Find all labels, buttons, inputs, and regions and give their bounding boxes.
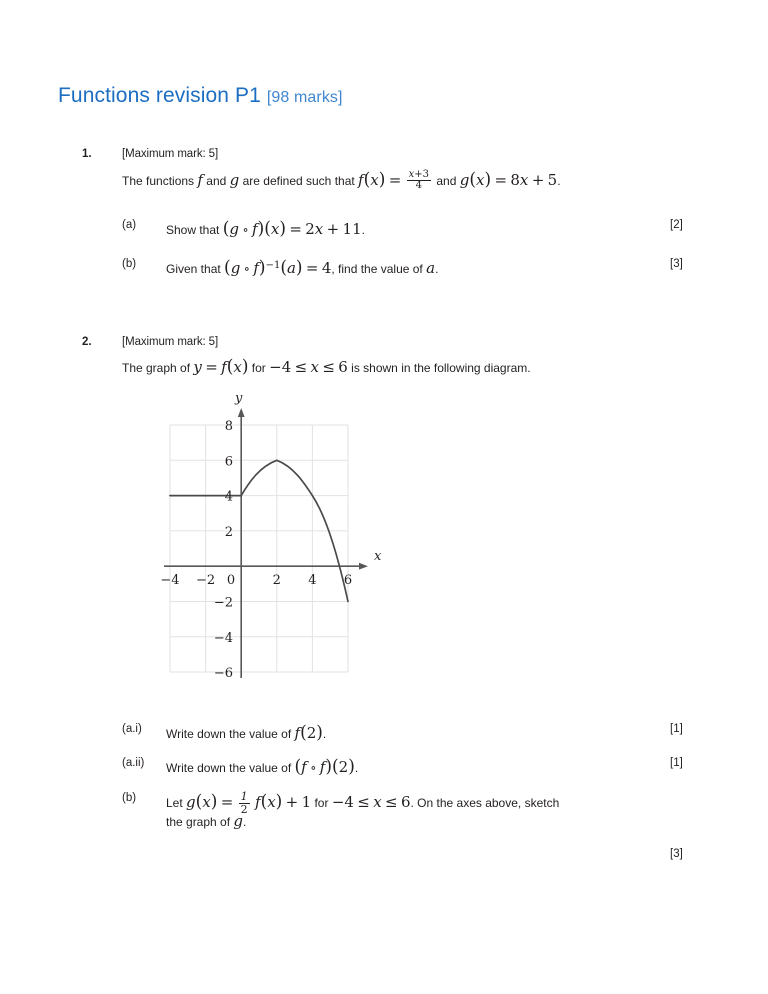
question-1-number: 1.	[82, 148, 92, 160]
math-period: .	[354, 761, 359, 775]
y-tick-neg6: −6	[213, 666, 233, 681]
math-x-2: x	[310, 358, 320, 376]
math-leq-2: ≤	[322, 358, 335, 376]
math-f: f	[301, 758, 307, 776]
question-2-part-ai-marks: [1]	[670, 723, 683, 735]
math-paren-open-fof: (	[294, 756, 302, 778]
math-6: 6	[338, 358, 348, 376]
question-1-part-b-text	[166, 258, 438, 278]
math-f-of-x: f	[358, 171, 364, 189]
math-paren-close: )	[210, 791, 218, 813]
axes	[164, 408, 368, 678]
math-paren-open: (	[300, 722, 307, 744]
question-2-part-aii-text	[166, 757, 358, 777]
question-2-part-ai-label: (a.i)	[122, 723, 142, 735]
math-x: x	[370, 171, 379, 189]
part-b-tail-2: the graph of	[166, 815, 231, 829]
question-1-part-a-label: (a)	[122, 219, 137, 231]
question-1-part-a-text	[166, 219, 365, 239]
x-tick-neg2: −2	[196, 573, 216, 588]
math-paren-open-a: (	[280, 257, 287, 279]
math-4: 4	[321, 259, 332, 277]
math-minus-4: −4	[269, 358, 292, 376]
math-x-2: x	[267, 793, 276, 812]
stem-for: for	[251, 361, 266, 375]
math-leq-1: ≤	[294, 358, 308, 376]
math-f: f	[197, 171, 203, 189]
part-b-lead: Let	[166, 796, 183, 811]
math-equals: =	[305, 259, 319, 277]
math-g: g	[230, 259, 241, 277]
math-paren-close-2: )	[348, 756, 355, 778]
math-period: .	[322, 727, 327, 741]
question-1-part-b-label: (b)	[122, 258, 137, 270]
question-2-max-mark: [Maximum mark: 5]	[122, 336, 219, 348]
fraction-denominator: 2	[240, 802, 248, 816]
math-paren-open-2: (	[260, 791, 268, 813]
question-2-part-ai-text	[166, 723, 326, 743]
question-2-part-aii-label: (a.ii)	[122, 757, 145, 769]
math-fraction-x-plus-3-over-4	[407, 170, 431, 192]
math-paren-close-fof: )	[325, 756, 332, 778]
math-g: g	[186, 793, 196, 812]
math-superscript-minus-1: −1	[265, 260, 281, 271]
math-period: .	[557, 174, 561, 188]
math-minus-4: −4	[331, 793, 354, 812]
x-tick-labels	[160, 573, 352, 588]
math-x-3: x	[373, 793, 382, 812]
part-aii-lead: Write down the value of	[166, 761, 292, 775]
x-axis-arrowhead	[359, 563, 368, 570]
stem-words-the-functions: The functions	[122, 174, 195, 188]
math-x-3: x	[519, 171, 529, 189]
grid-lines	[170, 425, 348, 672]
math-compose-ring: ∘	[242, 223, 249, 238]
math-paren-close-gof: )	[257, 218, 265, 240]
fraction-denominator: 4	[407, 180, 431, 192]
question-1-stem	[122, 170, 561, 193]
question-2-part-b-label: (b)	[122, 792, 137, 804]
x-tick-2: 2	[272, 573, 281, 588]
question-2-number: 2.	[82, 336, 92, 348]
part-b-mid: for	[314, 796, 329, 811]
math-f: f	[255, 793, 261, 812]
math-f-2: f	[319, 758, 326, 776]
math-x-2: x	[475, 171, 485, 189]
math-plus: +	[531, 171, 545, 189]
math-x: x	[233, 358, 242, 376]
math-period: .	[361, 223, 365, 237]
y-tick-neg4: −4	[213, 630, 233, 646]
math-f: f	[253, 259, 259, 277]
math-compose-ring: ∘	[243, 262, 251, 277]
y-axis-label: y	[235, 391, 243, 406]
math-5: 5	[547, 171, 558, 189]
math-plus: +	[326, 220, 340, 238]
fraction-numerator: 1	[240, 790, 248, 803]
y-tick-8: 8	[224, 419, 233, 434]
page-title-text: Functions revision P1	[58, 84, 261, 107]
math-x: x	[202, 793, 211, 812]
y-axis-arrowhead	[238, 408, 245, 417]
math-period: .	[243, 815, 247, 829]
math-equals: =	[388, 171, 402, 189]
math-2: 2	[306, 724, 317, 742]
stem-words-are-defined: are defined such that	[242, 174, 355, 188]
math-g-2: g	[233, 812, 244, 830]
math-paren-close: )	[316, 722, 323, 744]
question-2-part-b-text-line2	[166, 812, 246, 830]
math-x: x	[314, 220, 324, 238]
y-tick-neg2: −2	[213, 595, 233, 611]
math-6: 6	[400, 793, 411, 812]
math-8: 8	[510, 171, 520, 189]
math-11: 11	[342, 220, 362, 238]
y-tick-4: 4	[224, 489, 233, 505]
question-1-part-b-marks: [3]	[670, 258, 683, 270]
math-2: 2	[305, 220, 315, 238]
math-2: 2	[338, 758, 349, 776]
math-equals: =	[220, 793, 234, 812]
math-equals: =	[205, 358, 218, 376]
math-compose-ring: ∘	[310, 761, 317, 776]
question-2-part-b-marks: [3]	[670, 848, 683, 860]
y-tick-2: 2	[224, 524, 233, 540]
x-tick-0: 0	[226, 573, 236, 588]
y-tick-labels	[213, 419, 236, 681]
math-paren-open-gof: (	[224, 257, 231, 279]
math-paren-close-2: )	[275, 791, 283, 813]
math-a: a	[286, 259, 296, 277]
math-y: y	[193, 358, 202, 376]
part-b-lead: Given that	[166, 262, 221, 276]
math-paren-close: )	[241, 356, 249, 378]
math-g: g	[229, 220, 239, 238]
math-a-2: a	[426, 259, 436, 277]
x-tick-6: 6	[343, 573, 353, 588]
math-paren-open-x: (	[264, 218, 271, 240]
math-1: 1	[301, 793, 312, 812]
math-equals: =	[289, 220, 302, 238]
math-paren-open: (	[363, 169, 371, 191]
stem-is-shown: is shown in the following diagram.	[351, 361, 531, 375]
math-paren-close: )	[378, 169, 386, 191]
stem-words-and-1: and	[206, 174, 227, 188]
page-title-marks: [98 marks]	[266, 89, 343, 106]
y-tick-6: 6	[224, 454, 233, 470]
stem-words-and-2: and	[436, 174, 457, 188]
math-paren-open: (	[195, 791, 203, 813]
part-b-tail-1: . On the axes above, sketch	[410, 796, 560, 811]
math-paren-open: (	[226, 356, 234, 378]
math-f: f	[221, 358, 227, 376]
function-graph	[150, 388, 390, 688]
math-paren-close-a: )	[295, 257, 303, 279]
math-paren-close-x: )	[279, 218, 286, 240]
part-ai-lead: Write down the value of	[166, 727, 292, 741]
page-title	[58, 84, 343, 108]
graph-svg	[150, 388, 390, 688]
math-g-of-x: g	[459, 171, 470, 189]
math-period: .	[435, 262, 439, 276]
fraction-numerator: x+3	[408, 168, 430, 180]
question-2-part-aii-marks: [1]	[670, 757, 683, 769]
math-leq-2: ≤	[385, 793, 398, 812]
x-tick-neg4: −4	[160, 573, 180, 588]
x-tick-4: 4	[308, 573, 317, 588]
math-paren-open-gof: (	[222, 218, 230, 240]
math-plus: +	[285, 793, 299, 812]
question-1-max-mark: [Maximum mark: 5]	[122, 148, 219, 160]
math-f: f	[294, 724, 301, 742]
math-g: g	[229, 171, 240, 189]
math-paren-close-gof: )	[258, 257, 266, 279]
math-x: x	[270, 220, 280, 238]
math-paren-open-2: (	[332, 756, 339, 778]
math-leq-1: ≤	[357, 793, 370, 812]
question-1-part-a-marks: [2]	[670, 219, 683, 231]
part-a-lead: Show that	[166, 223, 220, 237]
part-b-tail: , find the value of	[331, 262, 423, 276]
question-2-stem	[122, 357, 531, 377]
math-paren-open-2: (	[469, 169, 476, 191]
math-paren-close-2: )	[484, 169, 492, 191]
math-f: f	[252, 220, 258, 238]
stem-the-graph-of: The graph of	[122, 361, 191, 375]
x-axis-label: x	[374, 549, 382, 564]
math-equals-2: =	[494, 171, 508, 189]
